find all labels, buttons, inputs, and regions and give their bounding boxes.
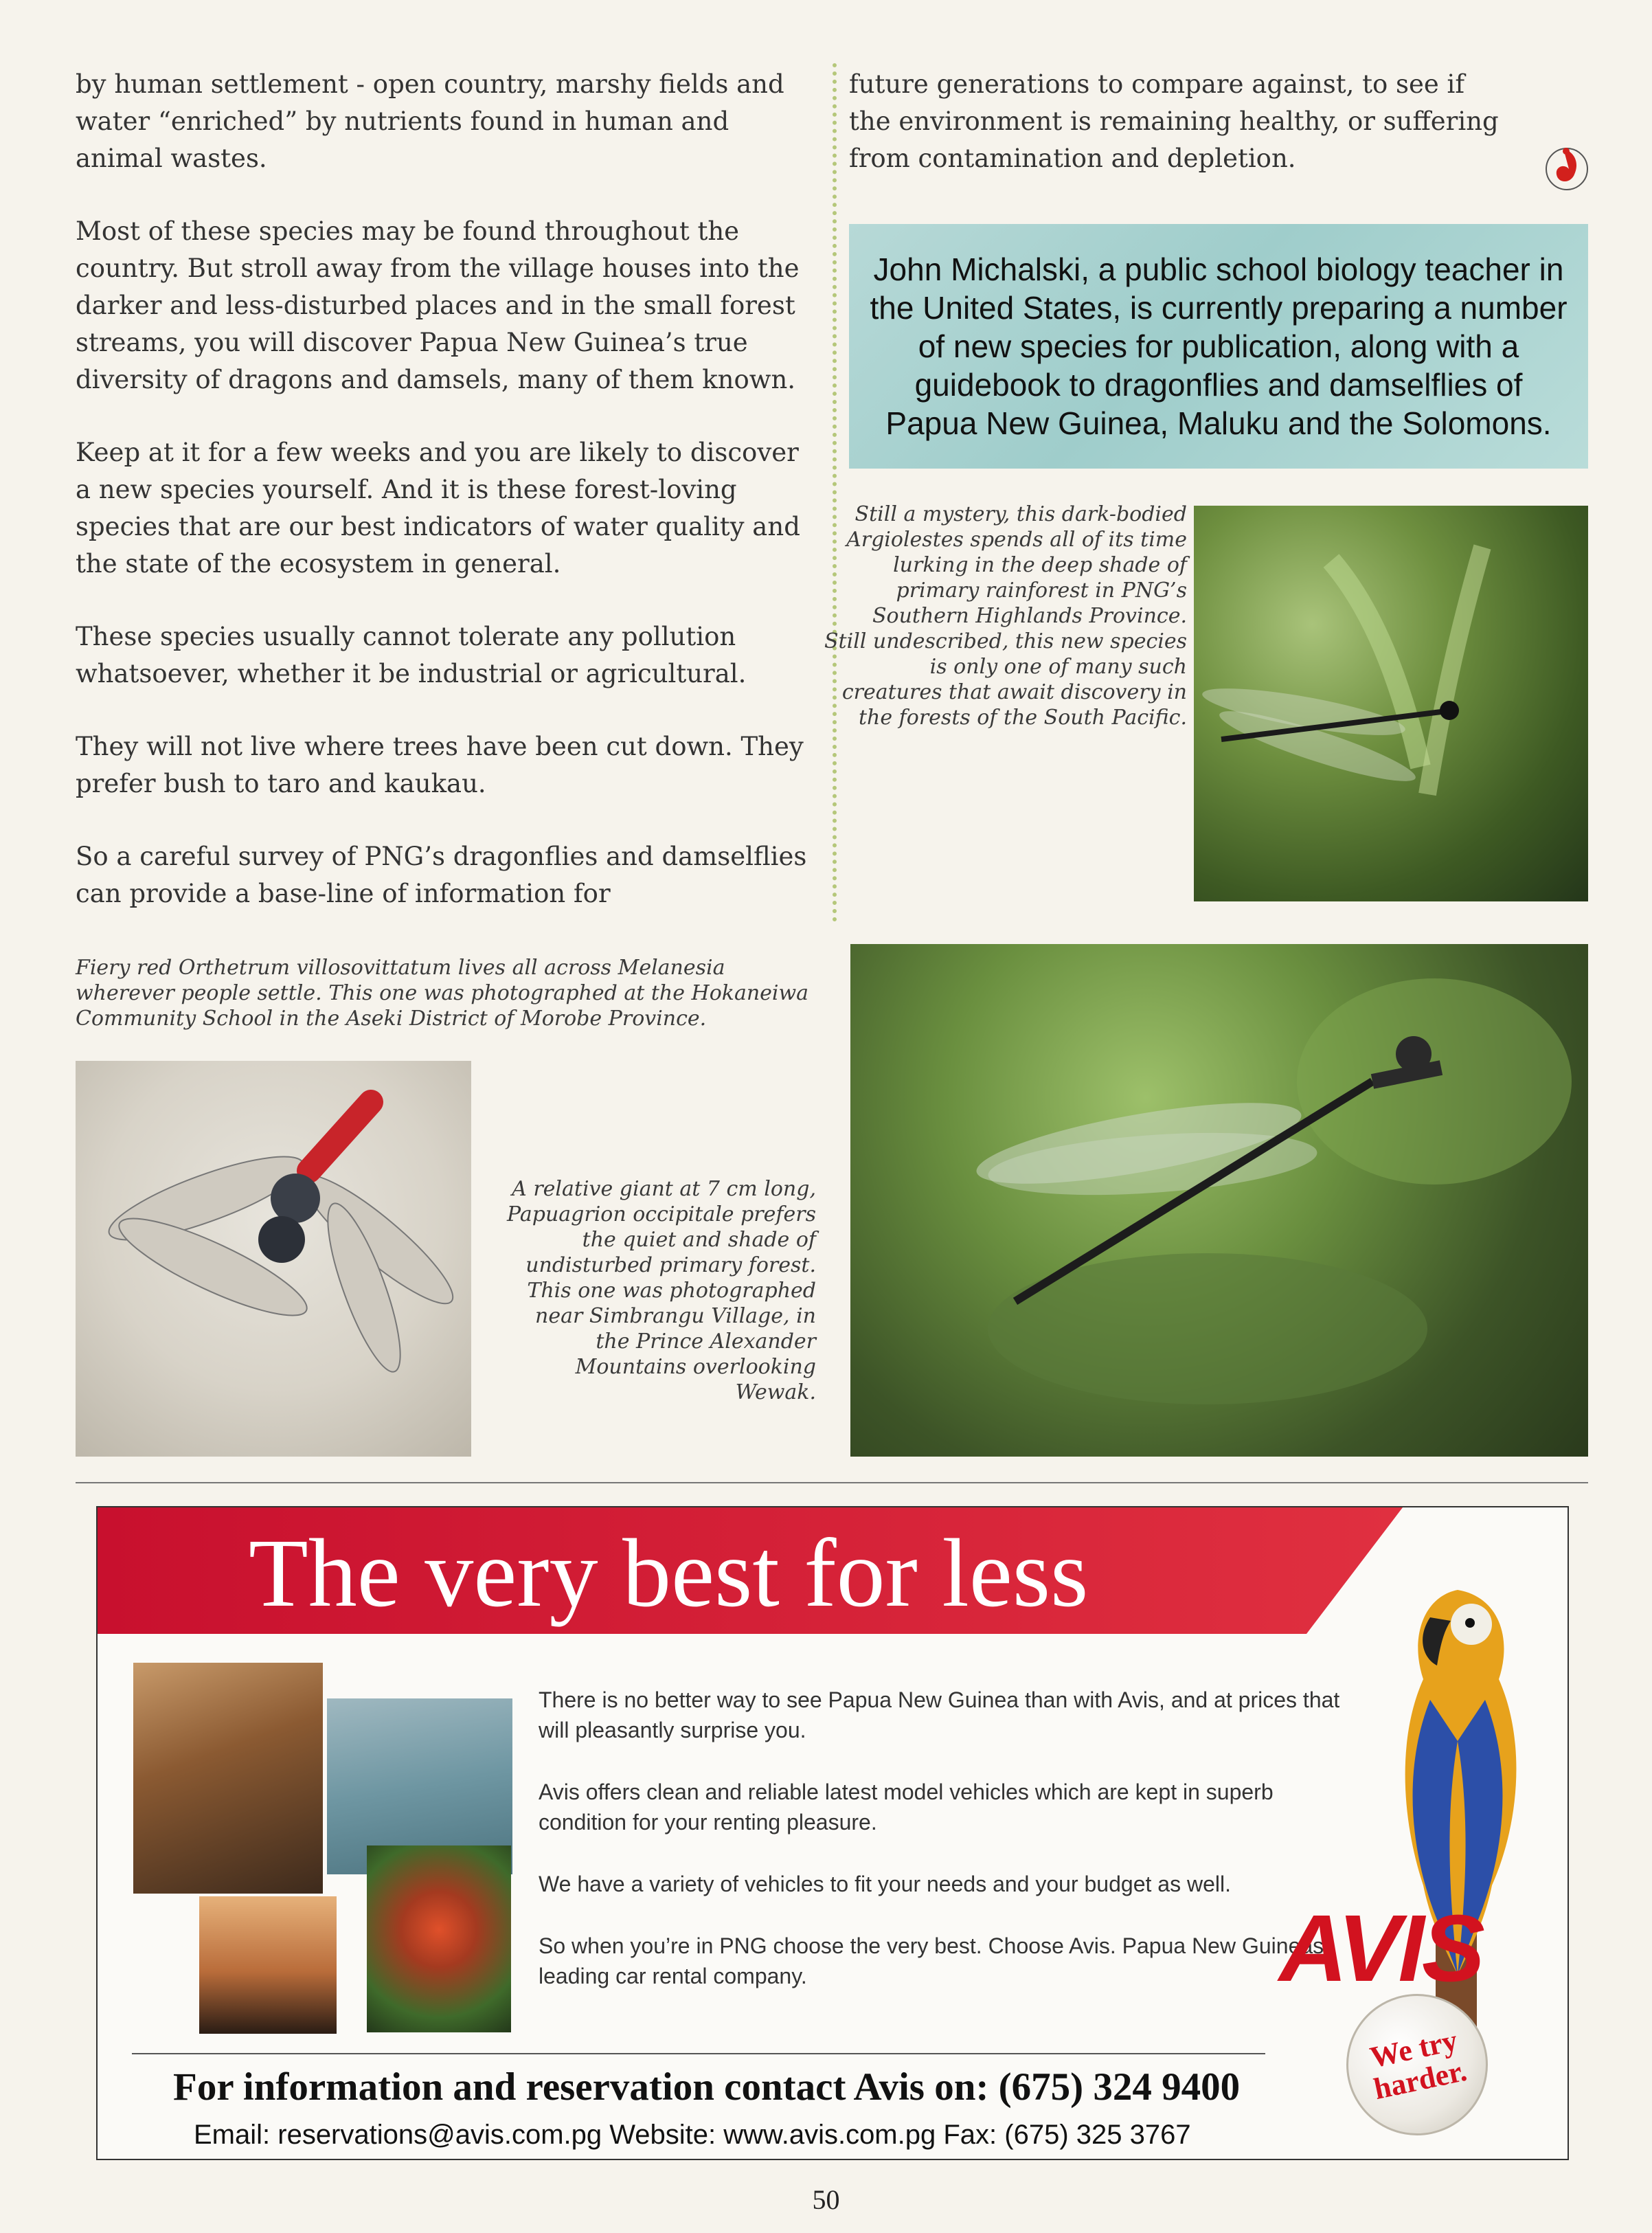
callout-text: John Michalski, a public school biology teacher in the United States, is currently preparing a number of new species for publication, along with a guidebook to dragonflies and damselflies of Papua New Guinea, Maluku and the Solomons.: [870, 251, 1568, 441]
paragraph: So a careful survey of PNG’s dragonflies and damselflies can provide a base-line of information for: [76, 842, 807, 908]
paragraph: They will not live where trees have been cut down. They prefer bush to taro and kaukau.: [76, 732, 804, 798]
photo-sunset: [199, 1896, 337, 2034]
ad-paragraph: There is no better way to see Papua New Guinea than with Avis, and at prices that will pleasantly surprise you.: [539, 1687, 1340, 1742]
paragraph: These species usually cannot tolerate any pollution whatsoever, whether it be industrial or agricultural.: [76, 622, 747, 688]
section-rule: [76, 1482, 1588, 1483]
ad-headline: The very best for less: [249, 1518, 1089, 1627]
paragraph: future generations to compare against, to see if the environment is remaining healthy, or suffering from contamination and depletion.: [849, 69, 1499, 173]
ad-paragraph: We have a variety of vehicles to fit your needs and your budget as well.: [539, 1872, 1231, 1896]
avis-advertisement: [96, 1506, 1569, 2160]
article-left-column: [76, 66, 817, 948]
ad-footer-contacts: Email: reservations@avis.com.pg Website: www.avis.com.pg Fax: (675) 325 3767: [194, 2120, 1191, 2150]
photo-papuagrion-damselfly: [850, 944, 1588, 1457]
callout-box: [849, 224, 1588, 469]
photo-orthetrum-dragonfly: [76, 1061, 471, 1457]
ad-divider: [132, 2053, 1265, 2054]
damselfly-illustration: [1194, 506, 1588, 901]
photo-caption-argiolestes: Still a mystery, this dark-bodied Argiolestes spends all of its time lurking in the deep shade of primary rainforest in PNG’s Southern Highlands Province. Still undescribed, this new species is only one of many such creatures that await discovery in the forests of the South Pacific.: [824, 502, 1187, 730]
bird-of-paradise-icon: [1536, 135, 1598, 197]
ad-contact-line: For information and reservation contact Avis on: (675) 324 9400: [173, 2065, 1241, 2109]
ad-body: [539, 1685, 1349, 2023]
photo-caption-papuagrion: A relative giant at 7 cm long, Papuagrion occipitale prefers the quiet and shade of undisturbed primary forest. This one was photographed near Simbrangu Village, in the Prince Alexander Mountains overlooking Wewak.: [507, 1177, 816, 1404]
we-try-harder-badge: We try harder.: [1333, 1981, 1501, 2148]
column-divider: [833, 63, 837, 922]
photo-heliconia: [367, 1845, 511, 2032]
paragraph: by human settlement - open country, marshy fields and water “enriched” by nutrients found in human and animal wastes.: [76, 69, 784, 173]
page-number: 50: [812, 2184, 840, 2215]
paragraph: Most of these species may be found throughout the country. But stroll away from the village houses into the darker and less-disturbed places and in the small forest streams, you will discover Papua New Guinea’s true diversity of dragons and damsels, many of them known.: [76, 216, 800, 394]
paragraph: Keep at it for a few weeks and you are likely to discover a new species yourself. And it is these forest-loving species that are our best indicators of water quality and the state of the ecosystem in general.: [76, 438, 800, 579]
photo-argiolestes-damselfly: [1194, 506, 1588, 901]
avis-logo: AVIS: [1279, 1896, 1482, 2001]
article-right-column: [849, 66, 1536, 213]
ad-paragraph: Avis offers clean and reliable latest model vehicles which are kept in superb condition for your renting pleasure.: [539, 1780, 1274, 1834]
damselfly-illustration: [850, 944, 1588, 1457]
dragonfly-illustration: [76, 1061, 471, 1457]
ad-paragraph: So when you’re in PNG choose the very best. Choose Avis. Papua New Guineas leading car rental company.: [539, 1933, 1324, 1988]
photo-caption-orthetrum: Fiery red Orthetrum villosovittatum lives all across Melanesia wherever people settle. This one was photographed at the Hokaneiwa Community School in the Aseki District of Morobe Province.: [76, 956, 809, 1031]
photo-highlander: [133, 1663, 323, 1894]
